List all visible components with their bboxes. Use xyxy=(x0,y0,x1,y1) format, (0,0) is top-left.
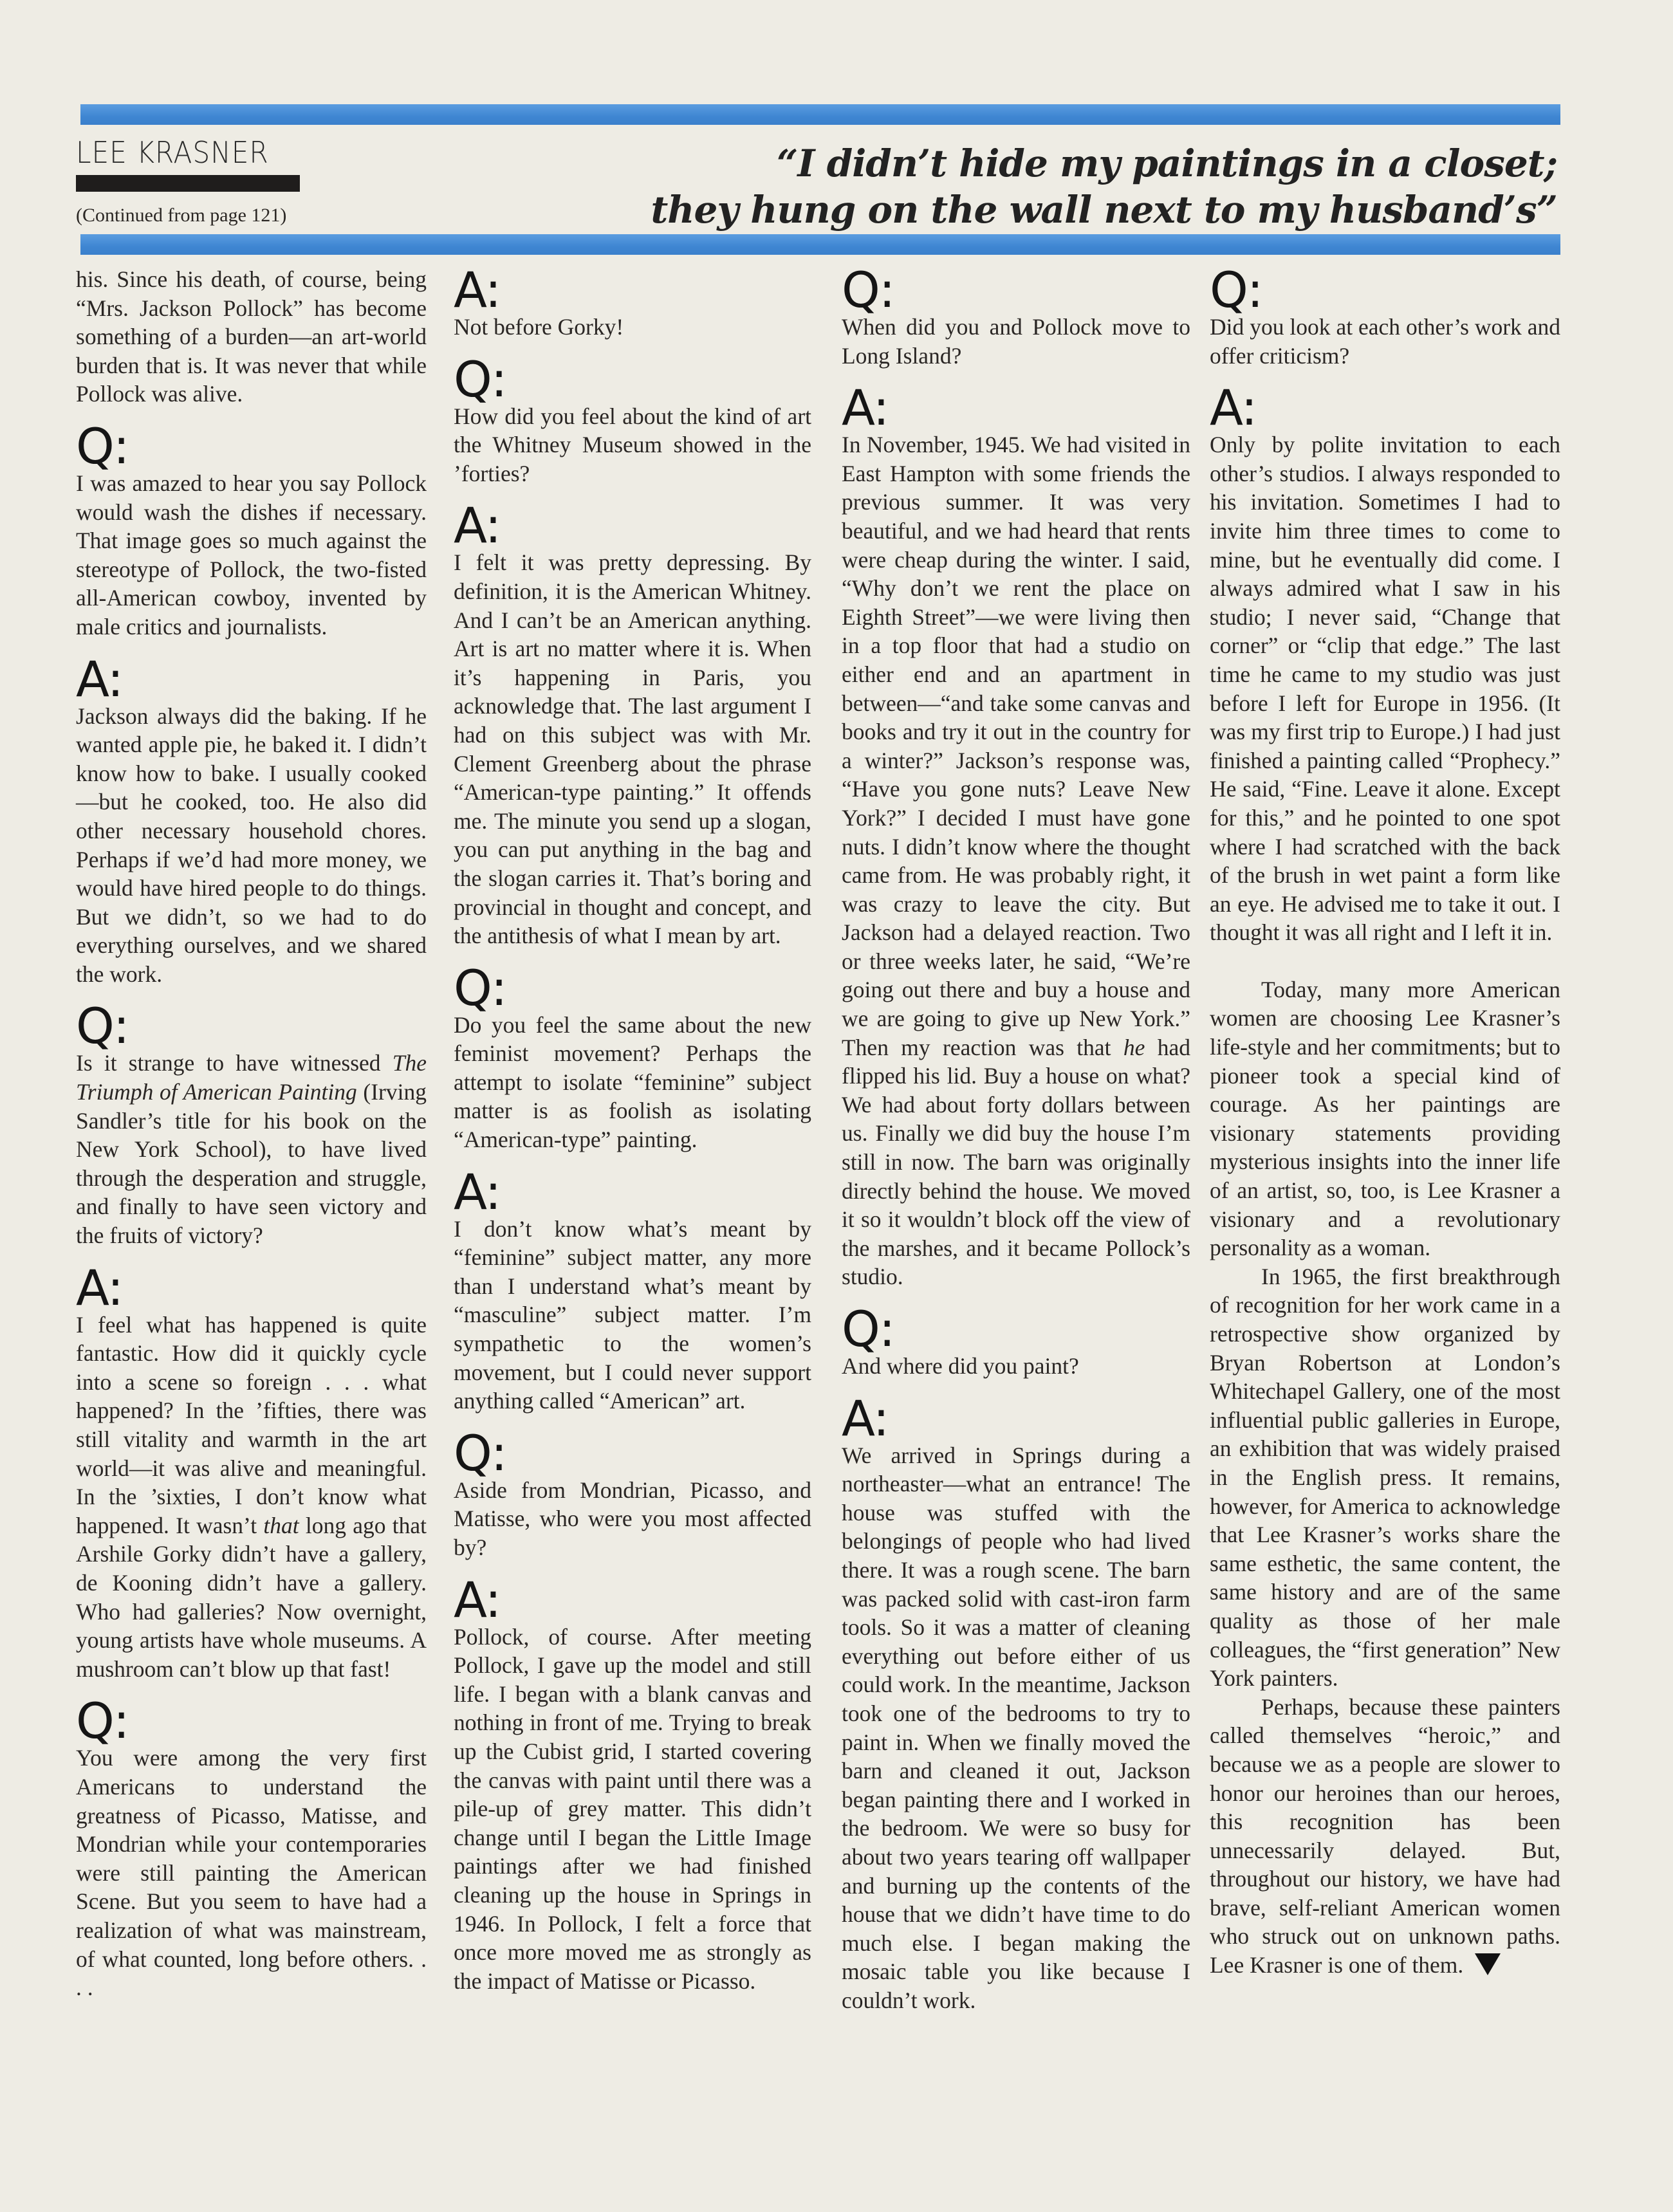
answer-marker: A: xyxy=(76,1258,123,1316)
section-label-rule xyxy=(76,175,300,192)
question-marker: Q: xyxy=(76,417,129,475)
answer-marker: A: xyxy=(454,1163,501,1221)
answer-marker: A: xyxy=(454,261,501,318)
emphasis: that xyxy=(263,1512,299,1538)
text-run: long ago that Arshile Gorky didn’t have a gallery, de Kooning didn’t have a gallery. Who had galleries? Now overnight, young artists have whole museums. A mushroom can’t blow up that fast! xyxy=(76,1512,427,1682)
question-text xyxy=(76,1049,427,1249)
text-run: Is it strange to have witnessed xyxy=(76,1050,393,1076)
answer-marker: A: xyxy=(1210,379,1257,437)
answer-text: Only by polite invitation to each other’s studios. I always responded to his invitation. Sometimes I had to invite him three times to come to mine, but he eventually did come. I always admired what I saw in his studio; I never said, “Change that corner” or “clip that edge.” The last time he came to my studio was just before I left for Europe in 1956. (It was my first trip to Europe.) I had just finished a painting called “Prophecy.” He said, “Fine. Leave it alone. Except for this,” and he pointed to one spot where I had scratched with the back of the brush in wet paint a form like an eye. He advised me to take it out. I thought it was all right and I left it in. xyxy=(1210,432,1560,946)
continued-note: (Continued from page 121) xyxy=(76,205,287,226)
answer-text: Pollock, of course. After meeting Pollock, I gave up the model and still life. I began with a blank canvas and nothing in front of me. Trying to break up the Cubist grid, I started covering the canvas with paint until there was a pile-up of grey matter. This didn’t change until I began the Little Image paintings after we had finished cleaning up the house in Springs in 1946. In Pollock, I felt a force that once more moved me as strongly as the impact of Matisse or Picasso. xyxy=(454,1623,811,1994)
answer-text: Not before Gorky! xyxy=(454,314,624,340)
book-title: The Triumph of American Painting xyxy=(76,1050,427,1105)
question-text: Aside from Mondrian, Picasso, and Matisse, who were you most affected by? xyxy=(454,1477,811,1560)
closing-paragraph: In 1965, the first breakthrough of recognition for her work came in a retrospective show organized by Bryan Robertson at London’s Whitechapel Gallery, one of the most influential public galleries in Europe, an exhibition that was widely praised in the English press. It remains, however, for America to acknowledge that Lee Krasner’s works share the same esthetic, the same content, the same history and are of the same quality as those of her male colleagues, the “first generation” New York painters. xyxy=(1210,1263,1560,1691)
question-text: I was amazed to hear you say Pollock would wash the dishes if necessary. That image goes so much against the stereotype of Pollock, the two-fisted all-American cowboy, invented by male critics and journalists. xyxy=(76,470,427,640)
question-marker: Q: xyxy=(1210,261,1262,318)
headline xyxy=(463,140,1557,233)
article-column-2 xyxy=(454,261,811,1995)
question-text: Did you look at each other’s work and offer criticism? xyxy=(1210,314,1560,369)
question-text: You were among the very first Americans to understand the greatness of Picasso, Matisse, and Mondrian while your contemporaries were still painting the American Scene. But you seem to have had a realization of what was mainstream, of what counted, long before others. . . . xyxy=(76,1745,427,2001)
answer-text: I don’t know what’s meant by “feminine” subject matter, any more than I understand what’s meant by “masculine” subject matter. I’m sympathetic to the women’s movement, but I could never support anything called “American” art. xyxy=(454,1215,811,1414)
header-rule-top xyxy=(80,104,1560,125)
header-rule-bottom xyxy=(80,234,1560,255)
question-marker: Q: xyxy=(454,350,506,408)
section-label: LEE KRASNER xyxy=(76,135,269,170)
text-run: I feel what has happened is quite fantastic. How did it quickly cycle into a scene so foreign . . . what happened? In the ’fifties, there was still vitality and warmth in the art world—it was alive and meaningful. In the ’sixties, I don’t know what happened. It wasn’t xyxy=(76,1311,427,1538)
text-run: (Irving Sandler’s title for his book on the New York School), to have lived through the desperation and struggle, and finally to have seen victory and the fruits of victory? xyxy=(76,1079,427,1249)
question-marker: Q: xyxy=(842,261,894,318)
question-marker: Q: xyxy=(76,997,129,1055)
answer-text xyxy=(76,1311,427,1684)
question-text: Do you feel the same about the new feminist movement? Perhaps the attempt to isolate “feminine” subject matter is as foolish as isolating “American-type” painting. xyxy=(454,1011,811,1153)
question-text: How did you feel about the kind of art the Whitney Museum showed in the ’forties? xyxy=(454,403,811,486)
question-marker: Q: xyxy=(842,1300,894,1358)
answer-text xyxy=(842,430,1190,1291)
article-column-4 xyxy=(1210,261,1560,1980)
closing-paragraph xyxy=(1210,1693,1560,1980)
text-run: Perhaps, because these painters called themselves “heroic,” and because we as a people are slower to honor our heroines than our heroes, this recognition has been unnecessarily delayed. But, throughout our history, we have had brave, self-reliant American women who struck out on unknown paths. Lee Krasner is one of them. xyxy=(1210,1693,1560,1978)
text-run: had flipped his lid. Buy a house on what? We had about forty dollars between us. Finally we did buy the house I’m still in now. The barn was originally directly behind the house. We moved it so it wouldn’t block off the view of the marshes, and it became Pollock’s studio. xyxy=(842,1034,1190,1290)
question-text: When did you and Pollock move to Long Island? xyxy=(842,314,1190,369)
closing-paragraph: Today, many more American women are choosing Lee Krasner’s life-style and her commitments; but to pioneer took a special kind of courage. As her paintings are visionary statements providing mysterious insights into the inner life of an artist, so, too, is Lee Krasner a visionary and a revolutionary personality as a woman. xyxy=(1210,976,1560,1261)
answer-marker: A: xyxy=(76,650,123,708)
answer-text: We arrived in Springs during a northeaster—what an entrance! The house was stuffed with the belongings of people who had lived there. It was a rough scene. The barn was packed solid with cast-iron farm tools. So it was a matter of cleaning everything out before either of us could work. In the meantime, Jackson took one of the bedrooms to try to paint in. When we finally moved the barn and cleaned it out, Jackson began painting there and I worked in the bedroom. We were so busy for about two years tearing off wallpaper and burning up the contents of the house that we didn’t have time to do much else. I began making the mosaic table you like because I couldn’t work. xyxy=(842,1442,1190,2013)
question-marker: Q: xyxy=(454,1424,506,1482)
answer-marker: A: xyxy=(454,1571,501,1628)
question-marker: Q: xyxy=(454,959,506,1017)
answer-marker: A: xyxy=(842,1389,889,1447)
headline-line-1: “I didn’t hide my paintings in a closet; xyxy=(777,142,1557,185)
answer-marker: A: xyxy=(842,379,889,437)
answer-text: I felt it was pretty depressing. By definition, it is the American Whitney. And I can’t be an American anything. Art is art no matter where it is. When it’s happening in Paris, you acknowledge that. The last argument I had on this subject was with Mr. Clement Greenberg about the phrase “American-type painting.” It offends me. The minute you send up a slogan, you can put anything in the bag and the slogan carries it. That’s boring and provincial in thought and concept, and the antithesis of what I mean by art. xyxy=(454,549,811,949)
question-marker: Q: xyxy=(76,1692,129,1750)
answer-text: Jackson always did the baking. If he wanted apple pie, he baked it. I didn’t know how to bake. I usually cooked—but he cooked, too. He also did other necessary household chores. Perhaps if we’d had more money, we would have hired people to do things. But we didn’t, so we had to do everything ourselves, and we shared the work. xyxy=(76,703,427,987)
headline-line-2: they hung on the wall next to my husband’s” xyxy=(651,188,1557,232)
end-of-article-triangle-icon xyxy=(1475,1953,1501,1975)
article-column-1 xyxy=(76,265,427,2002)
emphasis: he xyxy=(1123,1034,1145,1060)
text-run: In November, 1945. We had visited in East Hampton with some friends the previous summer. It was very beautiful, and we had heard that rents were cheap during the winter. I said, “Why don’t we rent the place on Eighth Street”—we were living then in a top floor that had a studio on either end and an apartment in between—“and take some canvas and books and try it out in the country for a winter?” Jackson’s response was, “Have you gone nuts? Leave New York?” I decided I must have gone nuts. I didn’t know where the thought came from. He was probably right, it was crazy to leave the city. But Jackson had a delayed reaction. Two or three weeks later, he said, “We’re going out there and buy a house and we are going to give up New York.” Then my reaction was that xyxy=(842,432,1190,1060)
question-text: And where did you paint? xyxy=(842,1353,1079,1379)
article-column-3 xyxy=(842,261,1190,2014)
paragraph: his. Since his death, of course, being “Mrs. Jackson Pollock” has become something of a burden—an art-world burden that is. It was never that while Pollock was alive. xyxy=(76,266,427,407)
answer-marker: A: xyxy=(454,497,501,555)
